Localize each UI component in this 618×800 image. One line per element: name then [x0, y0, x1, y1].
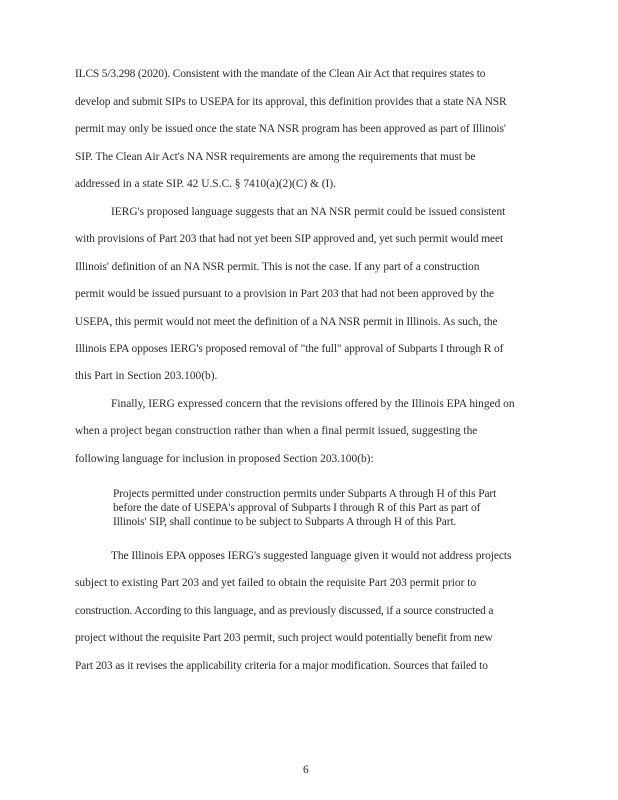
block-quote-line: before the date of USEPA's approval of Subparts I through R of this Part as part of [113, 502, 481, 514]
block-quote-line: Illinois' SIP, shall continue to be subject to Subparts A through H of this Part. [113, 516, 457, 528]
text-line: develop and submit SIPs to USEPA for its approval, this definition provides that a state NA NSR [75, 96, 507, 108]
text-line: SIP. The Clean Air Act's NA NSR requirements are among the requirements that must be [75, 151, 476, 163]
text-line: permit may only be issued once the state NA NSR program has been approved as part of Illinois' [75, 123, 506, 135]
text-line: addressed in a state SIP. 42 U.S.C. § 7410(a)(2)(C) & (I). [75, 178, 336, 190]
text-line: Finally, IERG expressed concern that the revisions offered by the Illinois EPA hinged on [111, 398, 515, 410]
text-line: project without the requisite Part 203 permit, such project would potentially benefit from new [75, 632, 493, 644]
text-line: ILCS 5/3.298 (2020). Consistent with the mandate of the Clean Air Act that requires states to [75, 68, 486, 80]
text-line: construction. According to this language, and as previously discussed, if a source constructed a [75, 605, 494, 617]
page-number: 6 [303, 764, 309, 776]
text-line: Illinois' definition of an NA NSR permit. This is not the case. If any part of a construction [75, 261, 480, 273]
text-line: permit would be issued pursuant to a provision in Part 203 that had not been approved by the [75, 288, 494, 300]
block-quote-line: Projects permitted under construction permits under Subparts A through H of this Part [113, 488, 497, 500]
text-line: with provisions of Part 203 that had not yet been SIP approved and, yet such permit would meet [75, 233, 504, 245]
text-line: USEPA, this permit would not meet the definition of a NA NSR permit in Illinois. As such, the [75, 316, 498, 328]
text-line: when a project began construction rather than when a final permit issued, suggesting the [75, 425, 478, 437]
text-line: following language for inclusion in proposed Section 203.100(b): [75, 453, 374, 465]
text-line: this Part in Section 203.100(b). [75, 370, 218, 382]
text-line: The Illinois EPA opposes IERG's suggested language given it would not address projects [111, 550, 512, 562]
text-line: IERG's proposed language suggests that an NA NSR permit could be issued consistent [111, 206, 506, 218]
text-line: subject to existing Part 203 and yet failed to obtain the requisite Part 203 permit prior to [75, 577, 477, 589]
text-line: Illinois EPA opposes IERG's proposed removal of "the full" approval of Subparts I through R of [75, 343, 504, 355]
text-line: Part 203 as it revises the applicability criteria for a major modification. Sources that failed to [75, 660, 488, 672]
